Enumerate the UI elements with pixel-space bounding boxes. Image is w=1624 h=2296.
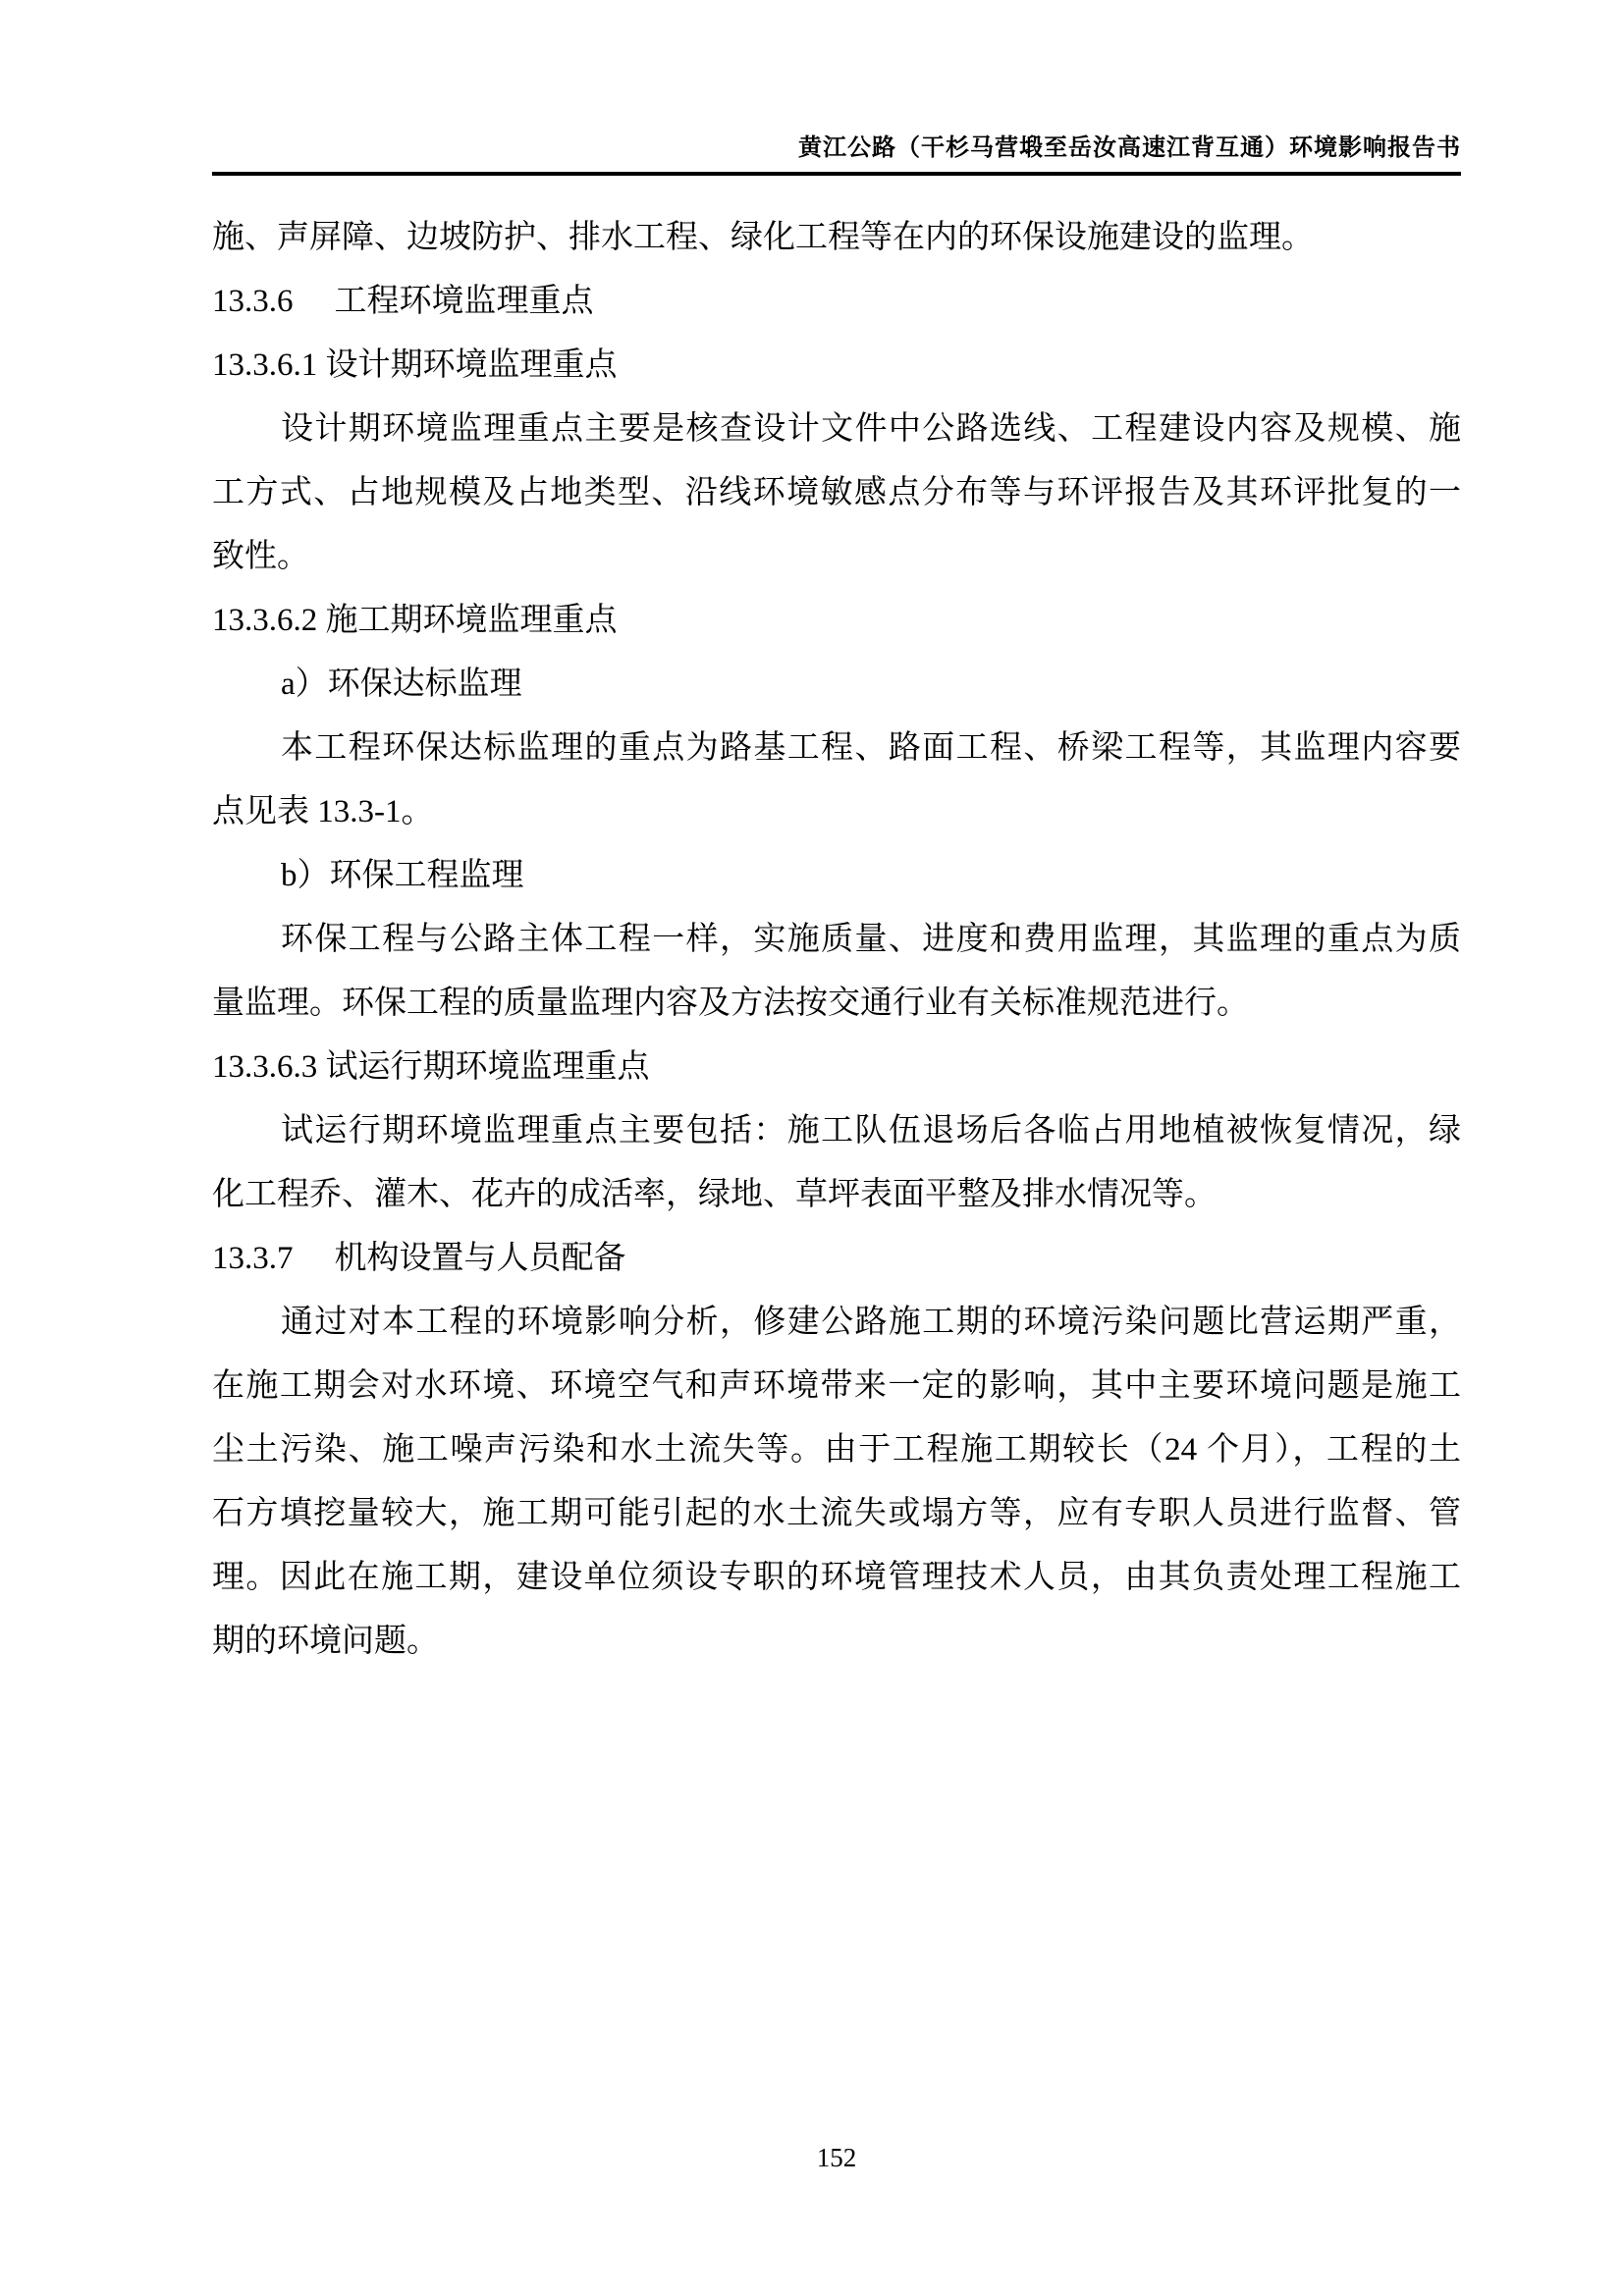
- section-number: 13.3.6: [212, 284, 294, 319]
- paragraph-line: 通过对本工程的环境影响分析，修建公路施工期的环境污染问题比营运期严重，: [281, 1305, 1461, 1340]
- paragraph-line: 石方填挖量较大，施工期可能引起的水土流失或塌方等，应有专职人员进行监督、管: [212, 1496, 1461, 1531]
- subsection-heading: 13.3.6.3 试运行期环境监理重点: [212, 1049, 650, 1085]
- paragraph-line: 理。因此在施工期，建设单位须设专职的环境管理技术人员，由其负责处理工程施工: [212, 1560, 1461, 1595]
- paragraph-line: 环保工程与公路主体工程一样，实施质量、进度和费用监理，其监理的重点为质: [281, 922, 1461, 957]
- header-title: 黄江公路（干杉马营塅至岳汝高速江背互通）环境影响报告书: [798, 135, 1461, 161]
- section-heading: [212, 270, 1461, 334]
- list-item: a）环保达标监理: [281, 667, 522, 702]
- paragraph-line: 点见表 13.3-1。: [212, 794, 434, 829]
- paragraph-line: 施、声屏障、边坡防护、排水工程、绿化工程等在内的环保设施建设的监理。: [212, 220, 1314, 255]
- paragraph-line: 化工程乔、灌木、花卉的成活率，绿地、草坪表面平整及排水情况等。: [212, 1177, 1217, 1212]
- paragraph-line: 设计期环境监理重点主要是核查设计文件中公路选线、工程建设内容及规模、施: [281, 411, 1461, 447]
- section-title: 工程环境监理重点: [334, 284, 594, 319]
- subsection-heading: 13.3.6.2 施工期环境监理重点: [212, 603, 618, 638]
- paragraph-line: 尘土污染、施工噪声污染和水土流失等。由于工程施工期较长（24 个月），工程的土: [212, 1432, 1461, 1468]
- page-number: 152: [816, 2143, 857, 2172]
- page-footer: [212, 2142, 1461, 2173]
- document-body: [212, 206, 1461, 1674]
- paragraph-line: 工方式、占地规模及占地类型、沿线环境敏感点分布等与环评报告及其环评批复的一: [212, 475, 1461, 510]
- section-heading: [212, 1227, 1461, 1291]
- paragraph-line: 本工程环保达标监理的重点为路基工程、路面工程、桥梁工程等，其监理内容要: [281, 730, 1461, 766]
- paragraph-line: 在施工期会对水环境、环境空气和声环境带来一定的影响，其中主要环境问题是施工: [212, 1368, 1461, 1404]
- paragraph-line: 试运行期环境监理重点主要包括：施工队伍退场后各临占用地植被恢复情况，绿: [281, 1113, 1461, 1148]
- paragraph-line: 量监理。环保工程的质量监理内容及方法按交通行业有关标准规范进行。: [212, 986, 1249, 1021]
- page-header: [212, 133, 1461, 176]
- paragraph-line: 致性。: [212, 539, 309, 574]
- section-title: 机构设置与人员配备: [334, 1241, 626, 1276]
- paragraph-line: 期的环境问题。: [212, 1624, 439, 1659]
- section-number: 13.3.7: [212, 1241, 294, 1276]
- subsection-heading: 13.3.6.1 设计期环境监理重点: [212, 347, 618, 383]
- list-item: b）环保工程监理: [281, 858, 524, 893]
